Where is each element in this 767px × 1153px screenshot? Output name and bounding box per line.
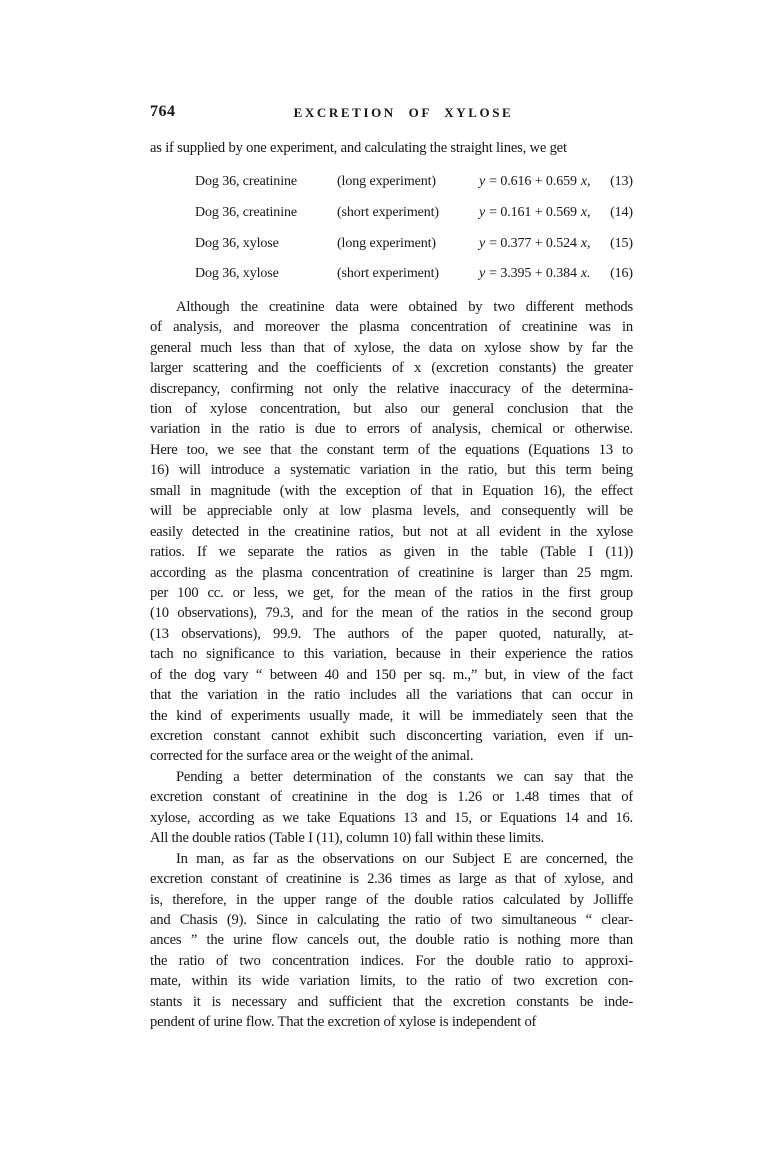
paragraph-line: the kind of experiments usually made, it will be immediately seen that the — [150, 707, 633, 724]
equations-block — [150, 167, 633, 289]
paragraph-line: tach no significance to this variation, because in their experience the ratios — [150, 646, 633, 663]
paragraph-line: according as the plasma concentration of creatinine is larger than 25 mgm. — [150, 564, 633, 581]
paragraph-line: and Chasis (9). Since in calculating the ratio of two simultaneous “ clear- — [150, 911, 633, 928]
paragraph — [150, 297, 633, 767]
equation-y-variable: y — [479, 266, 486, 282]
equation-y-variable: y — [479, 235, 486, 251]
paragraph-line: general much less than that of xylose, the data on xylose show by far the — [150, 339, 633, 356]
paragraph-line: will be appreciable only at low plasma levels, and consequently will be — [150, 503, 633, 520]
equation-x-variable: x, — [580, 205, 591, 221]
paragraph-line: Pending a better determination of the constants we can say that the — [176, 768, 633, 785]
equation-number: (14) — [610, 205, 633, 221]
equation-rhs: = 0.616 + 0.659 — [489, 174, 577, 190]
equation-subject: Dog 36, xylose — [195, 235, 279, 251]
equation-y-variable: y — [479, 205, 486, 221]
equation-formula — [479, 167, 590, 198]
paragraph-line: In man, as far as the observations on our Subject E are concerned, the — [176, 850, 633, 867]
paragraph-line: All the double ratios (Table I (11), column 10) fall within these limits. — [150, 830, 544, 847]
equation-condition: (long experiment) — [337, 235, 436, 251]
paragraph-line: discrepancy, confirming not only the relative inaccuracy of the determina- — [150, 380, 633, 397]
paragraph — [150, 849, 633, 1033]
paragraph-line: mate, within its wide variation limits, to the ratio of two excretion con- — [150, 973, 633, 990]
intro-text — [150, 138, 633, 158]
equation-x-variable: x, — [580, 174, 591, 190]
paragraph-line: (10 observations), 79.3, and for the mean of the ratios in the second group — [150, 605, 633, 622]
paragraph-line: the ratio of two concentration indices. For the double ratio to approxi- — [150, 952, 633, 969]
paragraph-line: small in magnitude (with the exception of that in Equation 16), the effect — [150, 482, 633, 499]
paragraph-line: (13 observations), 99.9. The authors of the paper quoted, naturally, at- — [150, 625, 633, 642]
paragraph-line: corrected for the surface area or the weight of the animal. — [150, 748, 474, 765]
equation-subject: Dog 36, creatinine — [195, 205, 297, 221]
paragraph-line: of analysis, and moreover the plasma concentration of creatinine was in — [150, 319, 633, 336]
paragraph-line: Here too, we see that the constant term of the equations (Equations 13 to — [150, 441, 633, 458]
equation-condition: (short experiment) — [337, 205, 439, 221]
page-number: 764 — [150, 103, 176, 120]
paragraph-line: 16) will introduce a systematic variation in the ratio, but this term being — [150, 462, 633, 479]
text-column — [150, 103, 633, 1033]
paragraph-line: excretion constant of creatinine is 2.36 times as large as that of xylose, and — [150, 871, 633, 888]
paragraph-line: of the dog vary “ between 40 and 150 per sq. m.,” but, in view of the fact — [150, 666, 633, 683]
equation-formula — [479, 259, 590, 290]
paragraph-line: stants it is necessary and sufficient that the excretion constants be inde- — [150, 993, 633, 1010]
paragraph-line: is, therefore, in the upper range of the double ratios calculated by Jolliffe — [150, 891, 633, 908]
equation-y-variable: y — [479, 174, 486, 190]
paragraph-line: Although the creatinine data were obtained by two different methods — [176, 298, 633, 315]
equation-number: (16) — [610, 266, 633, 282]
equation-x-variable: x, — [580, 235, 591, 251]
paragraph-line: easily detected in the creatinine ratios, but not at all evident in the xylose — [150, 523, 633, 540]
paragraph — [150, 767, 633, 849]
equation-subject: Dog 36, creatinine — [195, 174, 297, 190]
page-header — [150, 103, 633, 123]
equation-rhs: = 0.377 + 0.524 — [489, 235, 577, 251]
paragraph-line: tion of xylose concentration, but also our general conclusion that the — [150, 401, 633, 417]
equation-formula — [479, 198, 590, 229]
paragraph-line: per 100 cc. or less, we get, for the mean of the ratios in the first group — [150, 584, 633, 601]
equation-number: (13) — [610, 174, 633, 190]
intro-line: as if supplied by one experiment, and calculating the straight lines, we get — [150, 140, 567, 156]
equation-row — [195, 229, 633, 260]
paragraph-line: excretion constant cannot exhibit such disconcerting variation, even if un- — [150, 728, 633, 744]
paragraph-line: variation in the ratio is due to errors of analysis, chemical or otherwise. — [150, 421, 633, 438]
equation-condition: (short experiment) — [337, 266, 439, 282]
equation-row — [195, 167, 633, 198]
paragraph-line: pendent of urine flow. That the excretion of xylose is independent of — [150, 1014, 537, 1031]
equation-x-variable: x. — [580, 266, 591, 282]
equation-number: (15) — [610, 235, 633, 251]
paragraph-line: that the variation in the ratio includes all the variations that can occur in — [150, 687, 633, 704]
running-title: EXCRETION OF XYLOSE — [293, 105, 514, 120]
equation-row — [195, 259, 633, 290]
equation-condition: (long experiment) — [337, 174, 436, 190]
equation-formula — [479, 229, 590, 260]
equation-rhs: = 3.395 + 0.384 — [489, 266, 577, 282]
paragraphs — [150, 297, 633, 1033]
paragraph-line: xylose, according as we take Equations 13 and 15, or Equations 14 and 16. — [150, 809, 633, 826]
equation-row — [195, 198, 633, 229]
equation-subject: Dog 36, xylose — [195, 266, 279, 282]
equation-rhs: = 0.161 + 0.569 — [489, 205, 577, 221]
paragraph-line: ances ” the urine flow cancels out, the double ratio is nothing more than — [150, 932, 633, 949]
paragraph-line: larger scattering and the coefficients of x (excretion constants) the greater — [150, 360, 633, 377]
paragraph-line: ratios. If we separate the ratios as given in the table (Table I (11)) — [150, 544, 633, 561]
paragraph-line: excretion constant of creatinine in the dog is 1.26 or 1.48 times that of — [150, 789, 633, 806]
